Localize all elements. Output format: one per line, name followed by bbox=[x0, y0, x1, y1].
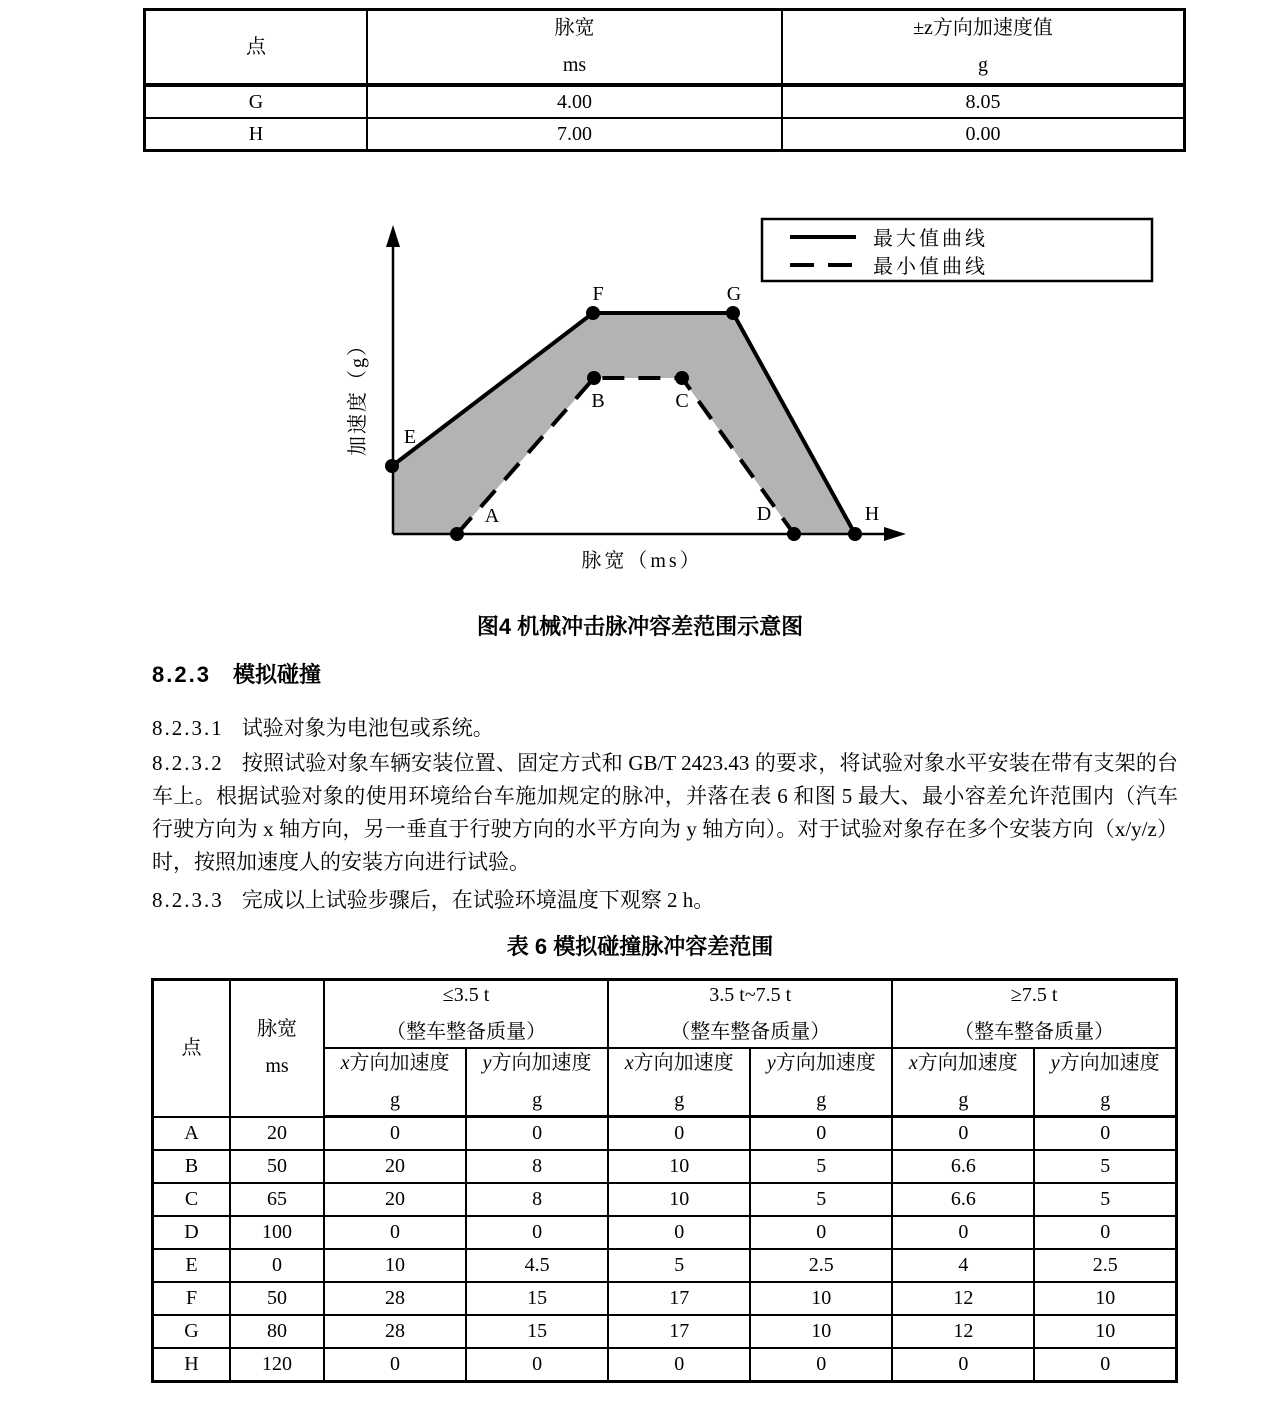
cell-pulse: 0 bbox=[230, 1249, 324, 1282]
cell-value: 28 bbox=[324, 1282, 466, 1315]
sub-suffix: 方向加速度 bbox=[491, 1052, 592, 1074]
paragraph-8-2-3-2 bbox=[152, 747, 1178, 879]
var-x: x bbox=[340, 1052, 350, 1074]
paragraph-number: 8.2.3.3 bbox=[152, 888, 224, 912]
cell-value: 15 bbox=[466, 1282, 608, 1315]
point-G-label: G bbox=[726, 283, 742, 305]
th-group-le35t bbox=[324, 980, 608, 1049]
figure4-caption: 图4 机械冲击脉冲容差范围示意图 bbox=[476, 614, 804, 639]
group-mass: ≤3.5 t bbox=[442, 984, 490, 1006]
shock-pulse-table bbox=[143, 8, 1186, 152]
var-y: y bbox=[1050, 1052, 1060, 1074]
tolerance-band-fill bbox=[392, 313, 855, 534]
th-y-accel bbox=[750, 1048, 892, 1117]
cell-value: 0 bbox=[1034, 1216, 1176, 1249]
cell-pulse: 7.00 bbox=[367, 118, 782, 151]
var-x: x bbox=[624, 1052, 634, 1074]
cell-value: 10 bbox=[608, 1183, 750, 1216]
header-point-label: 点 bbox=[246, 35, 266, 58]
cell-value: 17 bbox=[608, 1282, 750, 1315]
section-heading bbox=[152, 658, 321, 689]
point-A-dot bbox=[450, 527, 464, 541]
cell-value: 6.6 bbox=[892, 1183, 1034, 1216]
cell-value: 0 bbox=[892, 1348, 1034, 1382]
cell-value: 10 bbox=[750, 1282, 892, 1315]
th-pulse-unit: ms bbox=[265, 1055, 289, 1078]
cell-value: 0 bbox=[466, 1348, 608, 1382]
group-mass: 3.5 t~7.5 t bbox=[709, 984, 792, 1006]
th-pulse bbox=[230, 980, 324, 1117]
header-point bbox=[145, 10, 368, 86]
cell-value: 0 bbox=[608, 1216, 750, 1249]
cell-pulse: 50 bbox=[230, 1150, 324, 1183]
cell-value: 8 bbox=[466, 1150, 608, 1183]
unit-g: g bbox=[958, 1089, 969, 1111]
point-C-dot bbox=[675, 371, 689, 385]
point-H-label: H bbox=[864, 503, 880, 525]
cell-point: E bbox=[153, 1249, 231, 1282]
paragraph-number: 8.2.3.1 bbox=[152, 716, 224, 740]
cell-value: 28 bbox=[324, 1315, 466, 1348]
cell-value: 12 bbox=[892, 1315, 1034, 1348]
cell-value: 5 bbox=[750, 1183, 892, 1216]
cell-value: 4 bbox=[892, 1249, 1034, 1282]
table-row bbox=[153, 1150, 1177, 1183]
cell-value: 10 bbox=[324, 1249, 466, 1282]
table-row bbox=[153, 1249, 1177, 1282]
legend-min-label: 最小值曲线 bbox=[873, 256, 988, 278]
x-axis-title: 脉宽（ms） bbox=[581, 550, 703, 572]
cell-value: 0 bbox=[750, 1117, 892, 1151]
cell-value: 0 bbox=[892, 1117, 1034, 1151]
cell-value: 5 bbox=[608, 1249, 750, 1282]
table-row bbox=[145, 118, 1185, 151]
table-row bbox=[153, 1216, 1177, 1249]
group-mass: ≥7.5 t bbox=[1010, 984, 1058, 1006]
cell-value: 2.5 bbox=[1034, 1249, 1176, 1282]
y-axis-arrow-icon bbox=[386, 225, 400, 247]
table6-caption: 表 6 模拟碰撞脉冲容差范围 bbox=[506, 934, 774, 959]
table-row bbox=[153, 1183, 1177, 1216]
cell-value: 0 bbox=[466, 1216, 608, 1249]
cell-value: 0 bbox=[608, 1348, 750, 1382]
cell-value: 0 bbox=[1034, 1348, 1176, 1382]
cell-value: 12 bbox=[892, 1282, 1034, 1315]
point-D-label: D bbox=[756, 503, 772, 525]
point-H-dot bbox=[848, 527, 862, 541]
point-F-dot bbox=[586, 306, 600, 320]
unit-g: g bbox=[816, 1089, 827, 1111]
th-point: 点 bbox=[153, 980, 231, 1117]
point-A-label: A bbox=[484, 505, 500, 527]
cell-value: 0 bbox=[324, 1348, 466, 1382]
table-row bbox=[153, 1348, 1177, 1382]
cell-point: D bbox=[153, 1216, 231, 1249]
cell-value: 10 bbox=[1034, 1282, 1176, 1315]
paragraph-text: 按照试验对象车辆安装位置、固定方式和 GB/T 2423.43 的要求，将试验对象水平安装在带有支架的台车上。根据试验对象的使用环境给台车施加规定的脉冲，并落在表 6 和图 5 最大、最小容差允许范围内（汽车行驶方向为 x 轴方向，另一垂直于行驶方向的水平方向为 y 轴方向）。对于试验对象存在多个安装方向（x/y/z）时，按照加速度人的安装方向进行试验。 bbox=[152, 751, 1178, 874]
th-x-accel bbox=[608, 1048, 750, 1117]
sub-suffix: 方向加速度 bbox=[633, 1052, 734, 1074]
header-z-accel-label: ±z方向加速度值 bbox=[913, 17, 1053, 39]
cell-point: H bbox=[145, 118, 368, 151]
cell-value: 17 bbox=[608, 1315, 750, 1348]
header-pulse-label: 脉宽 bbox=[554, 17, 595, 39]
paragraph-number: 8.2.3.2 bbox=[152, 751, 224, 775]
cell-point: G bbox=[145, 85, 368, 118]
cell-value: 5 bbox=[750, 1150, 892, 1183]
var-y: y bbox=[482, 1052, 492, 1074]
th-x-accel bbox=[892, 1048, 1034, 1117]
cell-pulse: 100 bbox=[230, 1216, 324, 1249]
cell-value: 6.6 bbox=[892, 1150, 1034, 1183]
header-z-accel bbox=[782, 10, 1185, 86]
cell-value: 5 bbox=[1034, 1150, 1176, 1183]
point-F-label: F bbox=[592, 283, 604, 305]
cell-value: 0 bbox=[892, 1216, 1034, 1249]
table-row bbox=[145, 85, 1185, 118]
point-G-dot bbox=[726, 306, 740, 320]
y-axis-title: 加速度（g） bbox=[347, 334, 369, 456]
unit-g: g bbox=[532, 1089, 543, 1111]
sub-suffix: 方向加速度 bbox=[917, 1052, 1018, 1074]
table-row bbox=[153, 1117, 1177, 1151]
point-E-label: E bbox=[403, 426, 417, 448]
cell-value: 8 bbox=[466, 1183, 608, 1216]
cell-value: 10 bbox=[750, 1315, 892, 1348]
cell-point: B bbox=[153, 1150, 231, 1183]
point-E-dot bbox=[385, 459, 399, 473]
sub-suffix: 方向加速度 bbox=[349, 1052, 450, 1074]
var-x: x bbox=[908, 1052, 918, 1074]
sub-suffix: 方向加速度 bbox=[775, 1052, 876, 1074]
paragraph-8-2-3-3 bbox=[152, 884, 1178, 917]
cell-value: 0 bbox=[324, 1216, 466, 1249]
th-group-ge75t bbox=[892, 980, 1176, 1049]
cell-pulse: 120 bbox=[230, 1348, 324, 1382]
sub-suffix: 方向加速度 bbox=[1059, 1052, 1160, 1074]
cell-point: H bbox=[153, 1348, 231, 1382]
figure-shock-tolerance-diagram bbox=[340, 215, 1165, 600]
point-B-label: B bbox=[591, 390, 605, 412]
point-D-dot bbox=[787, 527, 801, 541]
cell-point: G bbox=[153, 1315, 231, 1348]
x-axis-arrow-icon bbox=[884, 527, 906, 541]
cell-value: 4.5 bbox=[466, 1249, 608, 1282]
cell-z: 0.00 bbox=[782, 118, 1185, 151]
cell-value: 0 bbox=[466, 1117, 608, 1151]
th-group-35-75t bbox=[608, 980, 892, 1049]
cell-pulse: 65 bbox=[230, 1183, 324, 1216]
cell-value: 20 bbox=[324, 1150, 466, 1183]
cell-pulse: 50 bbox=[230, 1282, 324, 1315]
header-pulse-unit: ms bbox=[562, 54, 587, 76]
unit-g: g bbox=[390, 1089, 401, 1111]
table-row bbox=[153, 1315, 1177, 1348]
paragraph-text: 完成以上试验步骤后，在试验环境温度下观察 2 h。 bbox=[241, 888, 715, 912]
table-row bbox=[153, 1282, 1177, 1315]
cell-value: 0 bbox=[750, 1348, 892, 1382]
header-pulse bbox=[367, 10, 782, 86]
cell-value: 2.5 bbox=[750, 1249, 892, 1282]
cell-value: 0 bbox=[324, 1117, 466, 1151]
th-y-accel bbox=[466, 1048, 608, 1117]
th-y-accel bbox=[1034, 1048, 1176, 1117]
cell-point: C bbox=[153, 1183, 231, 1216]
cell-pulse: 20 bbox=[230, 1117, 324, 1151]
section-number: 8.2.3 bbox=[152, 662, 211, 687]
group-note: （整车整备质量） bbox=[386, 1021, 547, 1043]
table6-group-header-row bbox=[153, 980, 1177, 1049]
cell-point: A bbox=[153, 1117, 231, 1151]
cell-value: 20 bbox=[324, 1183, 466, 1216]
paragraph-8-2-3-1 bbox=[152, 712, 1178, 745]
group-note: （整车整备质量） bbox=[954, 1021, 1115, 1043]
section-title: 模拟碰撞 bbox=[232, 662, 321, 687]
point-B-dot bbox=[587, 371, 601, 385]
var-y: y bbox=[766, 1052, 776, 1074]
cell-pulse: 80 bbox=[230, 1315, 324, 1348]
paragraph-text: 试验对象为电池包或系统。 bbox=[241, 716, 494, 740]
cell-z: 8.05 bbox=[782, 85, 1185, 118]
simulated-collision-table bbox=[151, 978, 1178, 1383]
legend-max-label: 最大值曲线 bbox=[873, 228, 988, 250]
unit-g: g bbox=[1100, 1089, 1111, 1111]
cell-value: 10 bbox=[1034, 1315, 1176, 1348]
th-x-accel bbox=[324, 1048, 466, 1117]
table-header-row bbox=[145, 10, 1185, 86]
unit-g: g bbox=[674, 1089, 685, 1111]
cell-point: F bbox=[153, 1282, 231, 1315]
header-z-accel-unit: g bbox=[978, 54, 988, 76]
point-C-label: C bbox=[675, 390, 689, 412]
cell-value: 0 bbox=[1034, 1117, 1176, 1151]
cell-value: 0 bbox=[608, 1117, 750, 1151]
cell-pulse: 4.00 bbox=[367, 85, 782, 118]
cell-value: 10 bbox=[608, 1150, 750, 1183]
cell-value: 5 bbox=[1034, 1183, 1176, 1216]
group-note: （整车整备质量） bbox=[670, 1021, 831, 1043]
th-pulse-label: 脉宽 bbox=[257, 1018, 297, 1041]
cell-value: 0 bbox=[750, 1216, 892, 1249]
cell-value: 15 bbox=[466, 1315, 608, 1348]
